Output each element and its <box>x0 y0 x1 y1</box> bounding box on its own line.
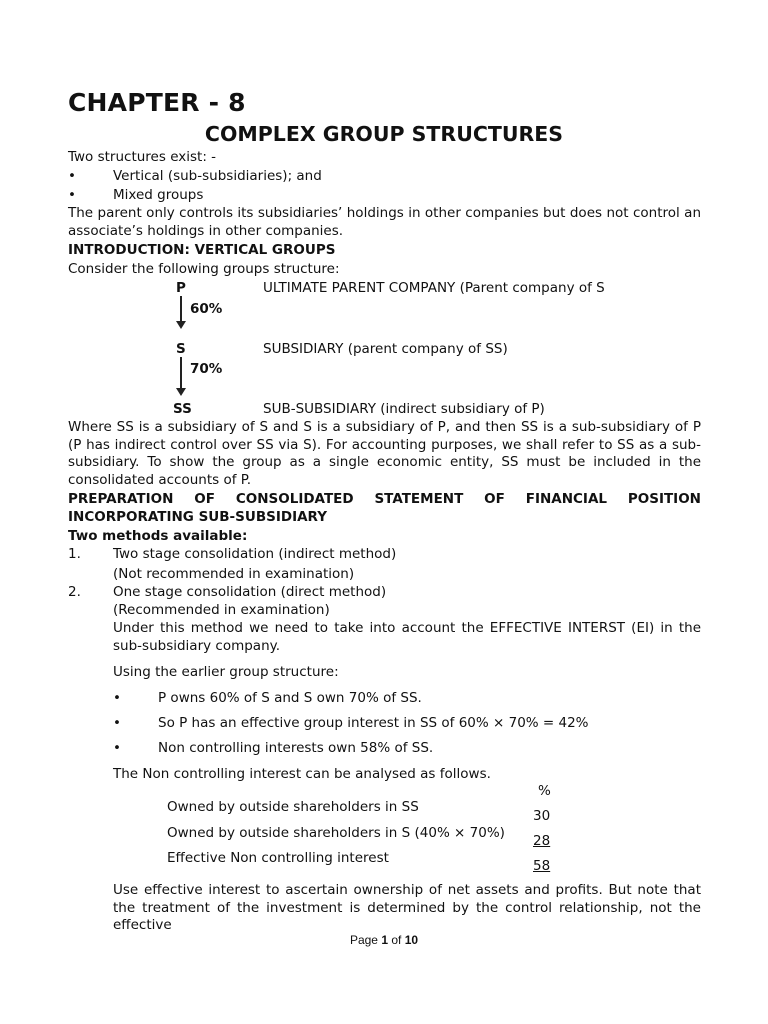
intro-bullet: Vertical (sub-subsidiaries); and <box>113 168 322 184</box>
intro-line: Two structures exist: - <box>68 149 217 165</box>
arrow-p-s <box>180 296 182 322</box>
ei-bullet: Non controlling interests own 58% of SS. <box>158 740 434 756</box>
link-percent-s-ss: 70% <box>190 361 223 377</box>
arrow-head-icon <box>176 388 186 396</box>
method-number: 1. <box>68 546 81 562</box>
footer-of: of <box>388 933 405 947</box>
footer-current-page: 1 <box>381 933 388 947</box>
closing-paragraph: Use effective interest to ascertain ownership of net assets and profits. But note that the treatment of the investment is determined by the control relationship, not the effective <box>113 882 701 933</box>
node-desc-p: ULTIMATE PARENT COMPANY (Parent company of S <box>263 280 605 296</box>
structure-lead: Consider the following groups structure: <box>68 261 340 277</box>
ei-paragraph: Under this method we need to take into account the EFFECTIVE INTERST (EI) in the sub-subsidiary company. <box>113 620 701 654</box>
bullet-marker: • <box>113 715 121 731</box>
intro-paragraph: The parent only controls its subsidiaries’ holdings in other companies but does not control an associate’s holdings in other companies. <box>68 205 701 239</box>
node-code-p: P <box>176 280 186 296</box>
page-footer <box>0 931 768 949</box>
link-percent-p-s: 60% <box>190 301 223 317</box>
arrow-s-ss <box>180 357 182 389</box>
intro-bullet: Mixed groups <box>113 187 204 203</box>
footer-total-pages: 10 <box>404 933 419 947</box>
ei-bullet: P owns 60% of S and S own 70% of SS. <box>158 690 422 706</box>
chapter-heading: CHAPTER - 8 <box>68 88 246 117</box>
bullet-marker: • <box>113 690 121 706</box>
node-desc-s: SUBSIDIARY (parent company of SS) <box>263 341 508 357</box>
method-name: Two stage consolidation (indirect method) <box>113 546 397 562</box>
table-row-value: 28 <box>533 833 551 849</box>
method-name: One stage consolidation (direct method) <box>113 584 387 600</box>
node-code-s: S <box>176 341 186 357</box>
footer-prefix: Page <box>349 933 382 947</box>
section-heading: INTRODUCTION: VERTICAL GROUPS <box>68 242 336 258</box>
bullet-marker: • <box>68 168 76 184</box>
node-desc-ss: SUB-SUBSIDIARY (indirect subsidiary of P) <box>263 401 545 417</box>
document-title: COMPLEX GROUP STRUCTURES <box>204 122 564 146</box>
using-line: Using the earlier group structure: <box>113 664 339 680</box>
method-number: 2. <box>68 584 81 600</box>
method-note: (Recommended in examination) <box>113 602 330 618</box>
table-row-value: 30 <box>533 808 551 824</box>
table-row-total: 58 <box>533 858 551 874</box>
vertical-paragraph: Where SS is a subsidiary of S and S is a subsidiary of P, and then SS is a sub-subsidiary of P (P has indirect control over SS via S). For accounting purposes, we shall refer to SS as a sub-subsidiary. To show the group as a single economic entity, SS must be included in the consolidated accounts of P. <box>68 419 701 488</box>
table-row-label: Owned by outside shareholders in SS <box>167 799 419 815</box>
node-code-ss: SS <box>173 401 192 417</box>
ei-bullet: So P has an effective group interest in SS of 60% × 70% = 42% <box>158 715 589 731</box>
bullet-marker: • <box>113 740 121 756</box>
methods-heading: Two methods available: <box>68 528 248 544</box>
table-row-label: Owned by outside shareholders in S (40% × 70%) <box>167 825 505 841</box>
section-heading: PREPARATION OF CONSOLIDATED STATEMENT OF FINANCIAL POSITION INCORPORATING SUB-SUBSIDIARY <box>68 491 701 525</box>
table-row-label: Effective Non controlling interest <box>167 850 389 866</box>
arrow-head-icon <box>176 321 186 329</box>
nci-lead: The Non controlling interest can be analysed as follows. <box>113 766 491 782</box>
method-note: (Not recommended in examination) <box>113 566 355 582</box>
bullet-marker: • <box>68 187 76 203</box>
table-unit-header: % <box>538 783 551 799</box>
